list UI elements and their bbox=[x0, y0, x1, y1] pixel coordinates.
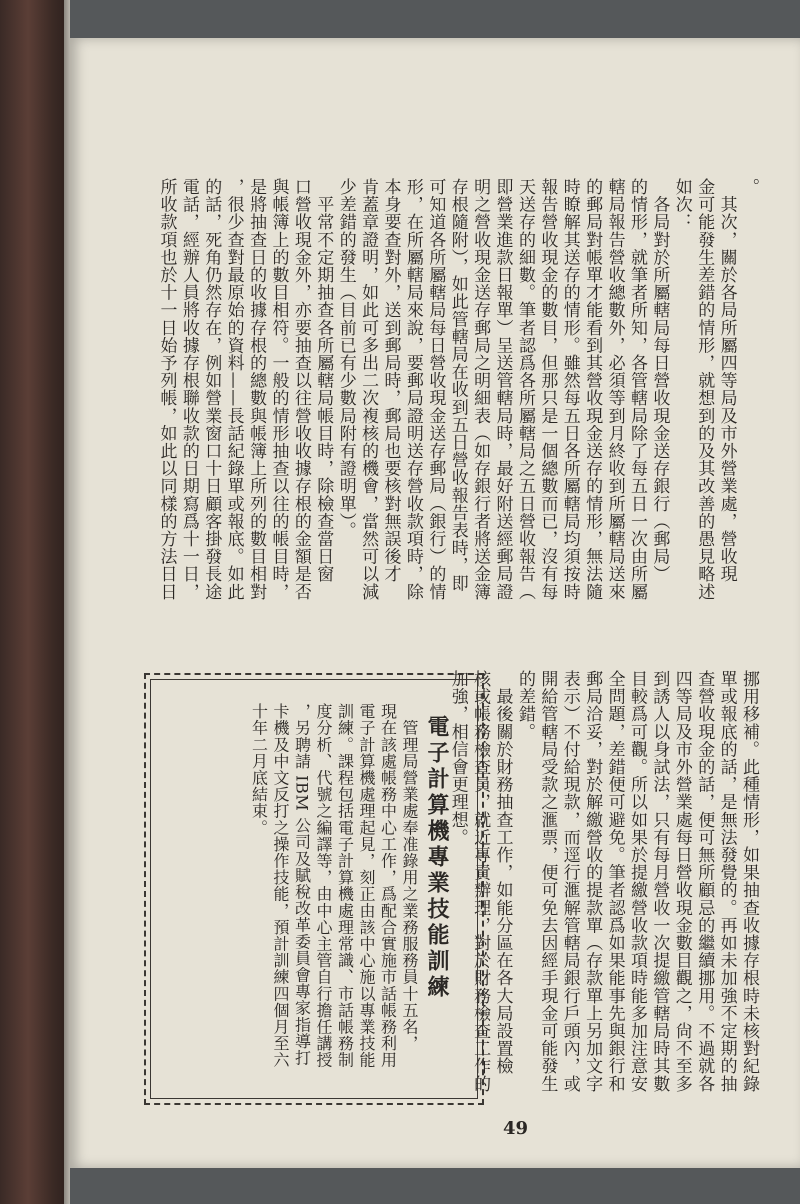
news-box bbox=[144, 673, 484, 1105]
article-upper-text: 。 其次，關於各局所屬四等局及市外營業處，營收現 金可能發生差錯的情形，就想到的及其改善的愚見略述 如次： 各局對於所屬轄局每日營收現金送存銀行（郵局） 的情形，就筆者所知，各管轄局除了每五日一次由所屬 轄局報告營收總數外，必須等到月終收到所屬轄局送來 的郵局對帳單才能看到其營收現金送存的情形，無法隨 時瞭解其送存的情形。雖然每五日各所屬轄局均須按時 報告營收現金的數目，但那只是一個總數而已，沒有每 天送存的細數。筆者認爲各所屬轄局之五日營收報告（ 即營業進款日報單）呈送管轄局時，最好附送經郵局證 明之營收現金送存郵局之明細表（如存銀行者將送金簿 存根隨附），如此管轄局在收到五日營收報告表時，即 可知道各所屬轄局每日營收現金送存郵局（銀行）的情 形，在所屬轄局來說，要郵局證明送存營收款項時，除 本身要查對外，送到郵局時，郵局也要核對無誤後才 肯蓋章證明，如此可多出二次複核的機會，當然可以減 少差錯的發生（目前已有少數局附有證明單）。 平常不定期抽查各所屬轄局帳目時，除檢查當日窗 口營收現金外，亦要抽查以往營收收據存根的金額是否 與帳簿上的數目相符。一般的情形抽查以往的帳目時， 是將抽查日的收據存根的總數與帳簿上所列的數目相對 ，很少查對最原始的資料——長話紀錄單或報底。如此 的話，死角仍然存在，例如營業窗口十日顧客掛發長途 電話，經辦人員將收據存根聯收款的日期寫爲十一日， 所收款項也於十一日始予列帳，如此以同樣的方法日日 bbox=[156, 178, 759, 601]
page-number: 49 bbox=[503, 1118, 529, 1139]
article-lower-right-text: 挪用移補。此種情形，如果抽查收據存根時未核對紀錄 單或報底的話，是無法發覺的。再如未加強不定期的抽 查營收現金的話，便可無所顧忌的繼續挪用。不過就各 四等局及市外營業處每日營收現金數目觀之，尙不至多 到誘人以身試法，只有每月營收一次提繳管轄局時其數 目較爲可觀。所以如果於提繳營收款項時能多加注意安 全問題，差錯便可避免。筆者認爲如果能事先與銀行和 郵局洽妥，對於解繳營收的提款單（存款單上另加文字 表示）不付給現款，而逕行滙解管轄局銀行戶頭內，或 開給管轄局受款之滙票，便可免去因經手現金可能發生 的差錯。 最後關於財務抽查工作，如能分區在各大局設置檢 核或帳務檢查員，就近專責辦理，對於財務檢查工作的 加強，相信會更理想。 bbox=[447, 670, 759, 1093]
news-box-title: 電子計算機專業技能訓練 bbox=[424, 715, 450, 1001]
document-page bbox=[70, 38, 800, 1168]
book-spine bbox=[0, 0, 70, 1204]
news-box-body: 管理局營業處奉准錄用之業務服務員十五名， 現在該處帳務中心工作，爲配合實施市話帳務利用 電子計算機處理起見，刻正由該中心施以專業技能 訓練。課程包括電子計算機處理常識、市話帳務制 度分析、代號之編譯等，由中心主管自行擔任講授 ，另聘請 IBM 公司及賦稅改革委員會專家指導打 卡機及中文反打之操作技能，預計訓練四個月至六 十年二月底結束。 bbox=[249, 703, 419, 1069]
